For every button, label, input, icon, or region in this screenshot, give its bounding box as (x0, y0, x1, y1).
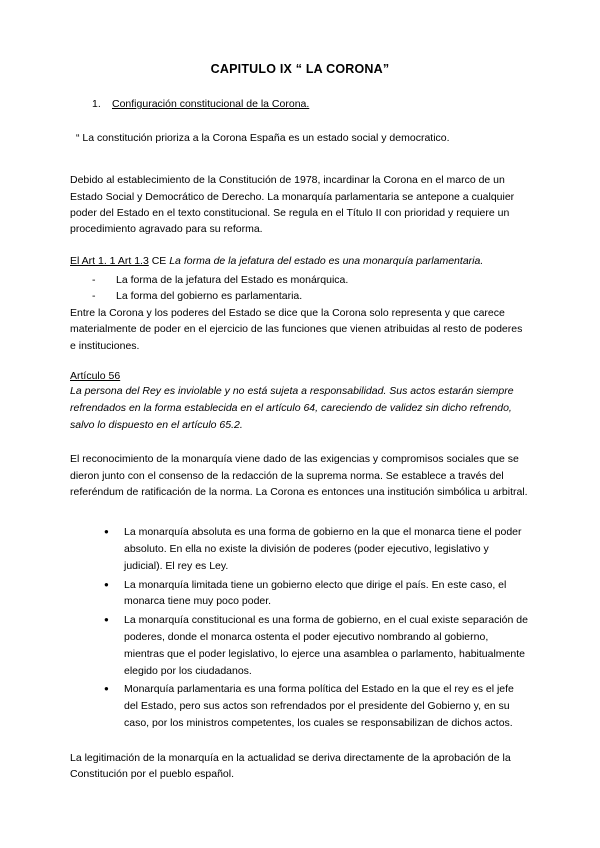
section-label: Configuración constitucional de la Corona. (112, 98, 310, 110)
section-list-item (70, 98, 530, 110)
article-56-heading: Artículo 56 (70, 369, 121, 382)
paragraph-1: Debido al establecimiento de la Constitución de 1978, incardinar la Corona en el marco de un Estado Social y Democrático de Derecho. La monarquía parlamentaria se antepone a cualquier poder del Estado en el texto constitucional. Se regula en el Título II con prioridad y requiere un procedimiento agravado para su reforma. (70, 174, 515, 236)
spacer (70, 516, 530, 524)
article-56-block (70, 370, 530, 433)
article-1-quote: La forma de la jefatura del estado es una monarquía parlamentaria. (169, 255, 484, 268)
paragraph-4: La legitimación de la monarquía en la actualidad se deriva directamente de la aprobación de la Constitución por el pueblo español. (70, 751, 511, 780)
list-item: - La forma de la jefatura del Estado es monárquica. (92, 272, 530, 289)
list-item: ● Monarquía parlamentaria es una forma política del Estado en la que el rey es el jefe del Estado, pero sus actos son refrendados por el presidente del Gobierno y, en su caso, por los ministros competentes, los cuales se responsabilizan de dichos actos. (104, 681, 530, 731)
opening-quote: “ La constitución prioriza a la Corona España es un estado social y democratico. (76, 132, 450, 144)
article-1-block (70, 253, 530, 354)
list-item: - La forma del gobierno es parlamentaria. (92, 288, 530, 305)
article-1-reference: El Art 1. 1 Art 1.3 (70, 255, 149, 268)
list-item: ● La monarquía limitada tiene un gobierno electo que dirige el país. En este caso, el monarca tiene muy poco poder. (104, 577, 530, 611)
page-title: CAPITULO IX “ LA CORONA” (210, 62, 390, 76)
article-1-heading (70, 253, 530, 269)
article-1-ce: CE (148, 255, 170, 268)
paragraph-2: Entre la Corona y los poderes del Estado se dice que la Corona solo representa y que carece materialmente de poder en el ejercicio de las funciones que vienen atribuidas al resto de poderes e instituciones. (70, 307, 523, 352)
list-item: ● La monarquía absoluta es una forma de gobierno en la que el monarca tiene el poder absoluto. En ella no existe la división de poderes (poder ejecutivo, legislativo y judicial). El rey es Ley. (104, 524, 530, 574)
monarchy-types-list (70, 524, 530, 732)
list-item: ● La monarquía constitucional es una forma de gobierno, en el cual existe separación de poderes, donde el monarca ostenta el poder ejecutivo nombrando al gobierno, mientras que el poder legislativo, lo ejerce una asamblea o parlamento, habitualmente elegido por los ciudadanos. (104, 612, 530, 679)
article-56-text: La persona del Rey es inviolable y no está sujeta a responsabilidad. Sus actos estarán siempre refrendados en la forma establecida en el artículo 64, careciendo de validez sin dicho refrendo, salvo lo dispuesto en el artículo 65.2. (70, 384, 514, 431)
paragraph-3: El reconocimiento de la monarquía viene dado de las exigencias y compromisos sociales que se dieron junto con el consenso de la redacción de la suprema norma. Se establece a través del referéndum de ratificación de la norma. La Corona es entonces una institución simbólica u arbitral. (70, 453, 528, 498)
article-1-dash-list (70, 272, 530, 306)
section-number: 1. (92, 98, 101, 110)
